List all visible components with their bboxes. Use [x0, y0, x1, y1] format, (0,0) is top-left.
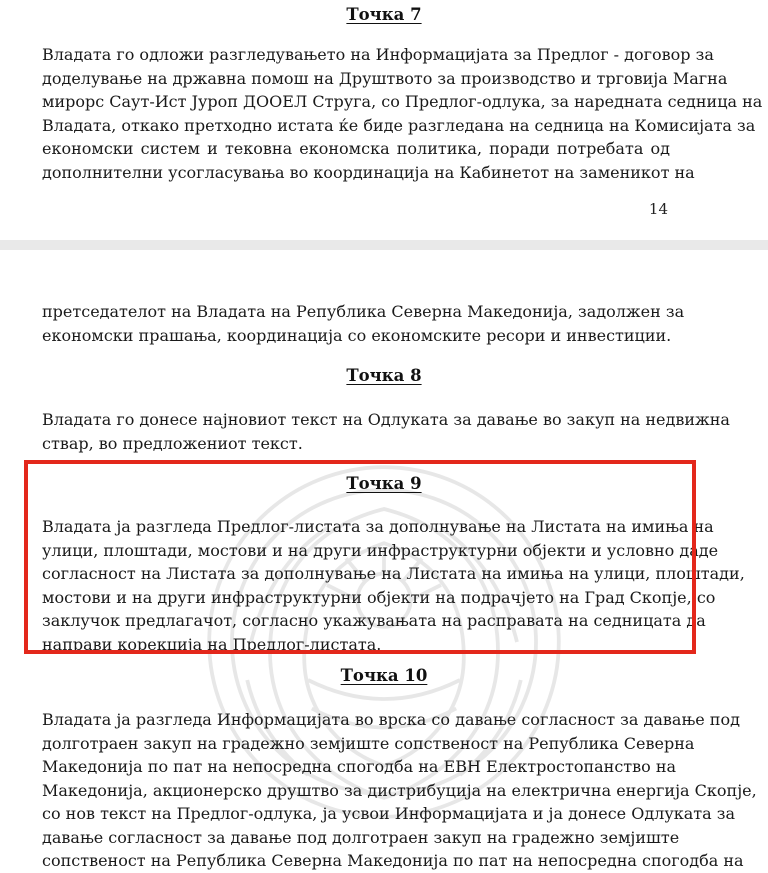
item8-paragraph	[42, 408, 730, 455]
paragraph-line: Македонија, акционерско друштво за дистрибуција на електрична енергија Скопје,	[42, 780, 757, 800]
item9-paragraph	[42, 515, 745, 656]
paragraph-line: економски прашања, координација со економските ресори и инвестиции.	[42, 325, 672, 345]
paragraph-line: претседателот на Владата на Република Северна Македонија, задолжен за	[42, 302, 685, 321]
paragraph-line: Македонија по пат на непосредна спогодба на ЕВН Електростопанство на	[42, 757, 677, 776]
paragraph-line: мостови и на други инфраструктурни објекти на подрачјето на Град Скопје, со	[42, 587, 716, 607]
paragraph-line: улици, плоштади, мостови и на други инфраструктурни објекти и условно даде	[42, 540, 719, 560]
document-page-bottom	[0, 250, 768, 870]
paragraph-line: економски систем и тековна економска политика, поради потребата од	[42, 139, 670, 158]
paragraph-line: Владата ја разгледа Предлог-листата за дополнување на Листата на имиња на	[42, 517, 714, 536]
paragraph-line: сопственост на Република Северна Македонија по пат на непосредна спогодба на	[42, 851, 744, 870]
page-number: 14	[648, 200, 668, 218]
paragraph-line: направи корекција на Предлог-листата.	[42, 634, 382, 654]
paragraph-line: Владата го донесе најновиот текст на Одлуката за давање во закуп на недвижна	[42, 410, 730, 429]
paragraph-line: мирорс Саут-Ист Јуроп ДООЕЛ Струга, со Предлог-одлука, за наредната седница на	[42, 92, 763, 111]
paragraph-line: доделување на државна помош на Друштвото за производство и трговија Магна	[42, 68, 728, 88]
document-page-top	[0, 0, 768, 240]
item7-heading: Точка 7	[346, 5, 422, 24]
continuation-paragraph	[42, 300, 685, 347]
item8-heading: Точка 8	[346, 366, 422, 385]
paragraph-line: давање согласност за давање под долготраен закуп на градежно земјиште	[42, 827, 680, 847]
paragraph-line: заклучок предлагачот, согласно укажувањата на расправата на седницата да	[42, 611, 706, 630]
item10-paragraph	[42, 708, 757, 873]
paragraph-line: со нов текст на Предлог-одлука, ја усвои Информацијата и ја донесе Одлуката за	[42, 804, 736, 823]
item9-heading: Точка 9	[346, 474, 422, 493]
paragraph-line: ствар, во предложениот текст.	[42, 433, 303, 453]
item10-heading: Точка 10	[340, 666, 428, 685]
paragraph-line: дополнителни усогласувања во координација на Кабинетот на заменикот на	[42, 162, 695, 182]
item7-paragraph	[42, 43, 763, 184]
paragraph-line: согласност на Листата за дополнување на Листата на имиња на улици, плоштади,	[42, 564, 745, 583]
paragraph-line: долготраен закуп на градежно земјиште сопственост на Република Северна	[42, 733, 695, 753]
page-separator	[0, 240, 768, 250]
paragraph-line: Владата ја разгледа Информацијата во врска со давање согласност за давање под	[42, 710, 740, 729]
paragraph-line: Владата, откако претходно истата ќе биде разгледана на седница на Комисијата за	[42, 115, 756, 135]
paragraph-line: Владата го одложи разгледувањето на Информацијата за Предлог - договор за	[42, 45, 714, 64]
